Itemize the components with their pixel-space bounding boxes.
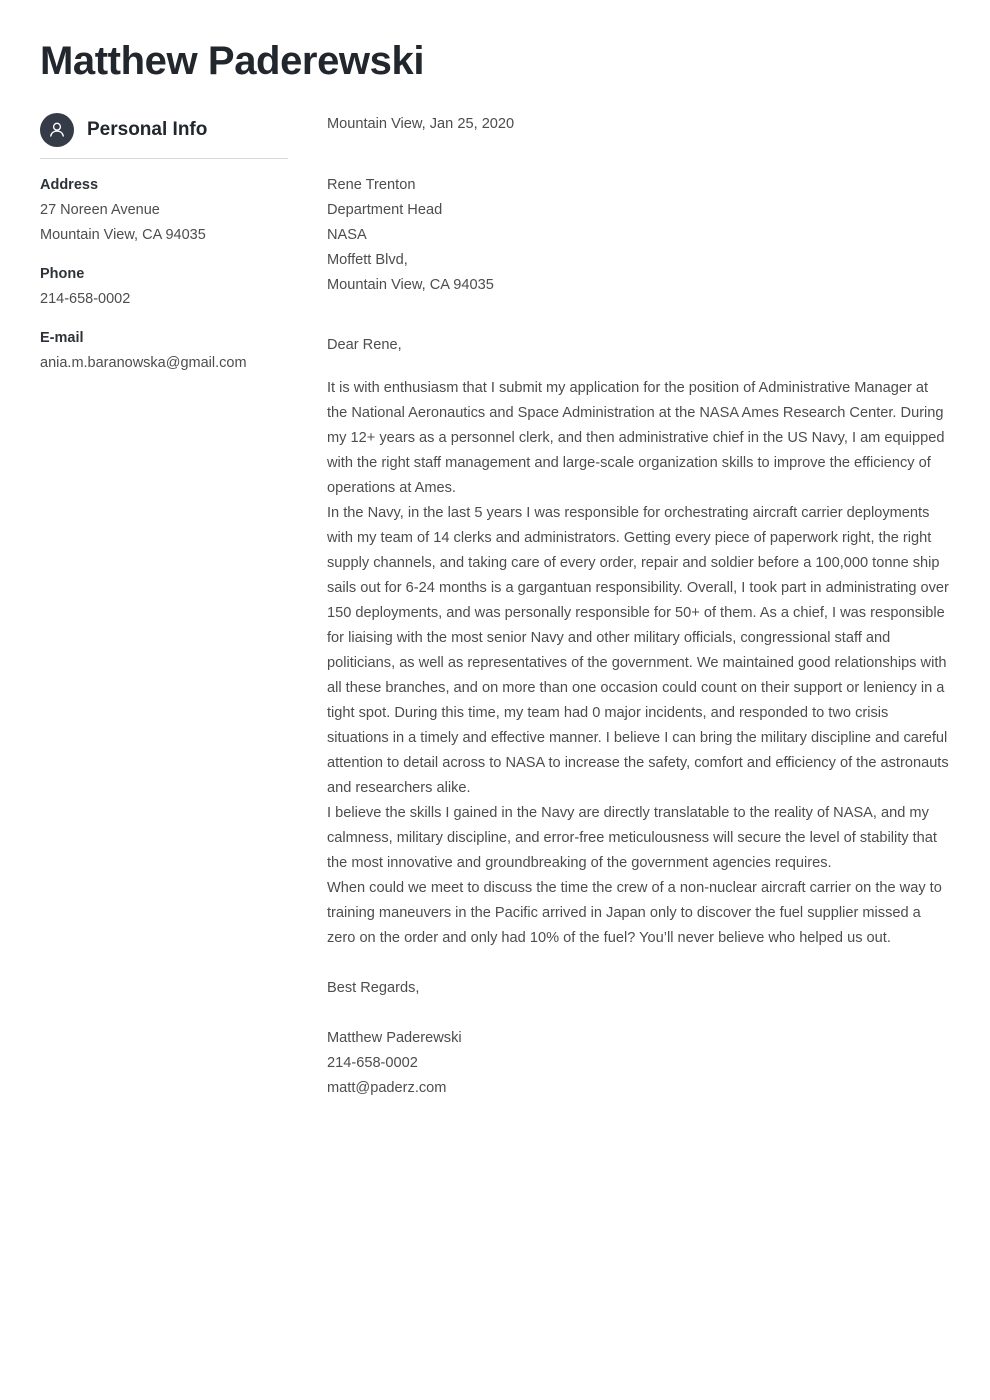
recipient-block (327, 173, 949, 298)
info-group-email (40, 327, 290, 376)
page-title: Matthew Paderewski (40, 39, 425, 83)
info-value-address-city: Mountain View, CA 94035 (40, 227, 206, 243)
letter-date: Mountain View, Jan 25, 2020 (327, 116, 515, 132)
signature-phone: 214-658-0002 (327, 1055, 418, 1071)
letter-paragraph: When could we meet to discuss the time the crew of a non-nuclear aircraft carrier on the way to training maneuvers in the Pacific arrived in Japan only to discover the fuel supplier missed a zero on the order and only had 10% of the fuel? You’ll never believe who helped us out. (327, 880, 942, 946)
spacer-after-date (327, 137, 949, 173)
recipient-company: NASA (327, 227, 367, 243)
signature-block (327, 1026, 949, 1101)
letter-paragraph: It is with enthusiasm that I submit my application for the position of Administrative Manager at the National Aeronautics and Space Administration at the NASA Ames Research Center. During my 12+ years as a personnel clerk, and then administrative chief in the US Navy, I am equipped with the right staff management and large-scale organization skills to improve the efficiency of operations at Ames. (327, 380, 945, 496)
info-label-phone: Phone (40, 266, 85, 282)
spacer-before-closing (327, 951, 949, 976)
spacer-after-recipient (327, 298, 949, 333)
recipient-city: Mountain View, CA 94035 (327, 277, 494, 293)
recipient-title: Department Head (327, 202, 443, 218)
info-value-phone: 214-658-0002 (40, 291, 131, 307)
letter-paragraph: In the Navy, in the last 5 years I was responsible for orchestrating aircraft carrier deployments with my team of 14 clerks and administrators. Getting every piece of paperwork right, the right supply channels, and taking care of every order, repair and soldier before a 100,000 tonne ship sails out for 6-24 months is a gargantuan responsibility. Overall, I took part in administrating over 150 deployments, and was personally responsible for 50+ of them. As a chief, I was responsible for liaising with the most senior Navy and other military officials, congressional staff and politicians, as well as representatives of the government. We maintained good relationships with all these branches, and on more than one occasion could count on their support or leniency in a tight spot. During this time, my team had 0 major incidents, and responded to two crisis situations in a timely and effective manner. I believe I can bring the military discipline and careful attention to detail across to NASA to increase the safety, comfort and efficiency of the astronauts and researchers alike. (327, 505, 949, 796)
info-label-address: Address (40, 177, 99, 193)
letter-body (327, 112, 949, 1101)
recipient-street: Moffett Blvd, (327, 252, 408, 268)
closing-salutation: Best Regards, (327, 980, 420, 996)
sidebar-section-header (40, 112, 290, 148)
info-value-address-street: 27 Noreen Avenue (40, 202, 160, 218)
info-value-email[interactable]: ania.m.baranowska@gmail.com (40, 355, 247, 371)
info-group-phone (40, 263, 290, 312)
info-group-address (40, 174, 290, 248)
recipient-name: Rene Trenton (327, 177, 416, 193)
user-icon (40, 113, 74, 147)
sidebar-section-title: Personal Info (87, 119, 208, 140)
spacer-before-signature (327, 1001, 949, 1026)
spacer-after-salutation (327, 358, 949, 376)
signature-name: Matthew Paderewski (327, 1030, 462, 1046)
letter-paragraph: I believe the skills I gained in the Navy are directly translatable to the reality of NASA, and my calmness, military discipline, and error-free meticulousness will secure the level of stability that the most innovative and groundbreaking of the government agencies requires. (327, 805, 937, 871)
info-label-email: E-mail (40, 330, 84, 346)
sidebar-divider (40, 158, 288, 159)
signature-email[interactable]: matt@paderz.com (327, 1080, 447, 1096)
sidebar (40, 112, 290, 376)
salutation: Dear Rene, (327, 337, 402, 353)
